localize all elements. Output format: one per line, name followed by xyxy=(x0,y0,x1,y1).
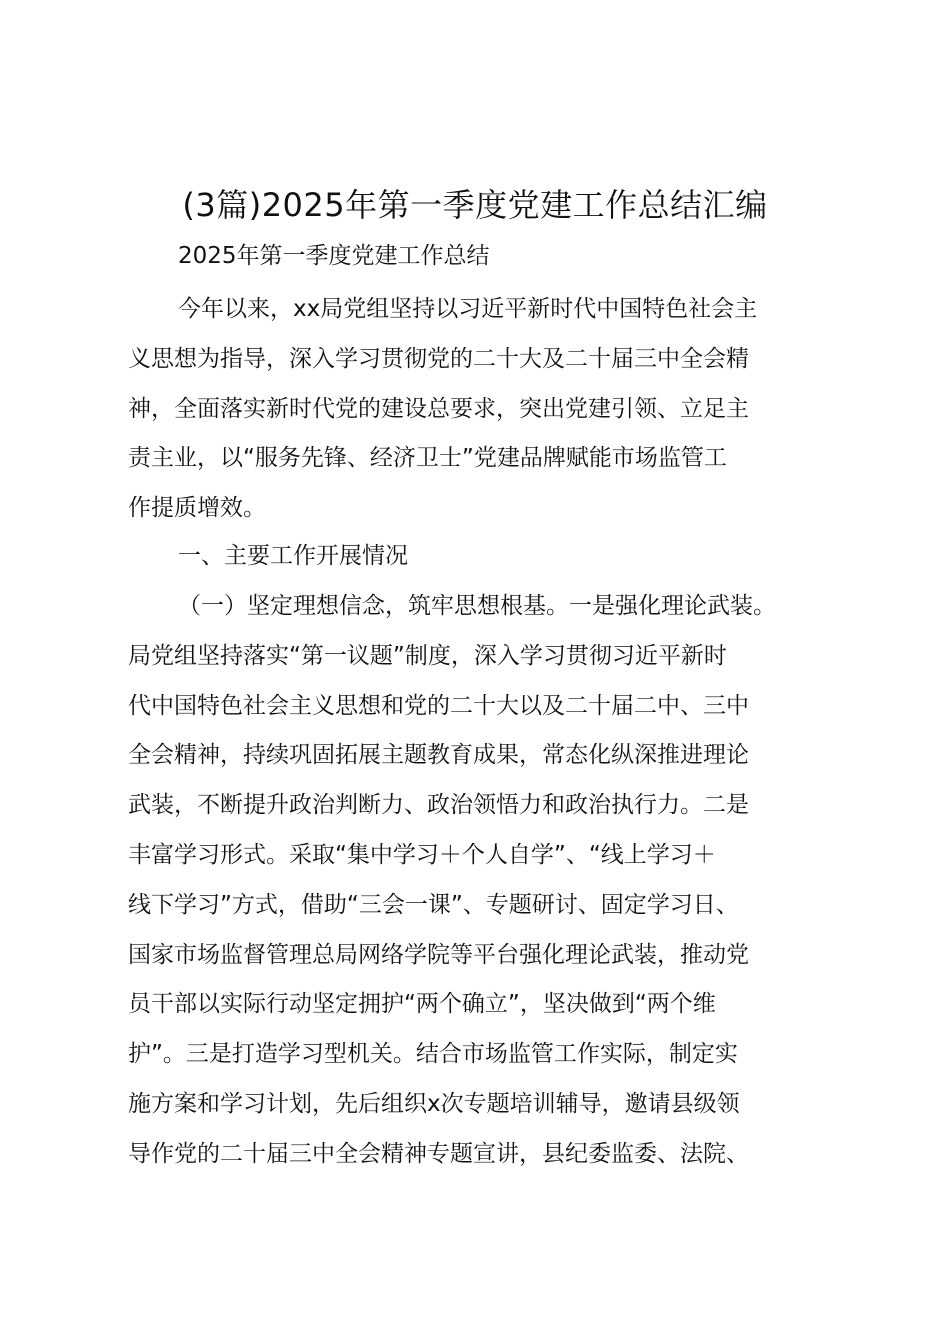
text-line: 国家市场监督管理总局网络学院等平台强化理论武装，推动党 xyxy=(128,941,749,968)
document-subtitle: 2025年第一季度党建工作总结 xyxy=(178,243,490,269)
text-line: 导作党的二十届三中全会精神专题宣讲，县纪委监委、法院、 xyxy=(128,1140,749,1167)
text-line: 护”。三是打造学习型机关。结合市场监管工作实际，制定实 xyxy=(128,1041,738,1068)
text-line: 武装，不断提升政治判断力、政治领悟力和政治执行力。二是 xyxy=(128,792,749,819)
text-line: 局党组坚持落实“第一议题”制度，深入学习贯彻习近平新时 xyxy=(128,642,727,669)
section-heading-text: 一、主要工作开展情况 xyxy=(178,543,408,569)
text-line: 神，全面落实新时代党的建设总要求，突出党建引领、立足主 xyxy=(128,395,749,422)
document-title: (3篇)2025年第一季度党建工作总结汇编 xyxy=(182,186,768,224)
text-line: （一）坚定理想信念，筑牢思想根基。一是强化理论武装。 xyxy=(178,593,776,619)
text-line: 员干部以实际行动坚定拥护“两个确立”，坚决做到“两个维 xyxy=(128,991,716,1018)
text-line: 线下学习”方式，借助“三会一课”、专题研讨、固定学习日、 xyxy=(128,891,739,918)
text-line: 施方案和学习计划，先后组织x次专题培训辅导，邀请县级领 xyxy=(128,1090,740,1117)
paragraph-ideals xyxy=(128,582,832,1180)
paragraph-intro xyxy=(128,285,832,534)
text-line: 今年以来，xx局党组坚持以习近平新时代中国特色社会主 xyxy=(178,296,758,322)
text-line: 全会精神，持续巩固拓展主题教育成果，常态化纵深推进理论 xyxy=(128,742,749,769)
text-line: 责主业，以“服务先锋、经济卫士”党建品牌赋能市场监管工 xyxy=(128,445,727,472)
section-heading xyxy=(128,532,832,582)
text-line: 作提质增效。 xyxy=(128,495,266,522)
text-line: 代中国特色社会主义思想和党的二十大以及二十届二中、三中 xyxy=(128,692,749,719)
text-line: 义思想为指导，深入学习贯彻党的二十大及二十届三中全会精 xyxy=(128,345,749,372)
text-line: 丰富学习形式。采取“集中学习＋个人自学”、“线上学习＋ xyxy=(128,841,716,868)
